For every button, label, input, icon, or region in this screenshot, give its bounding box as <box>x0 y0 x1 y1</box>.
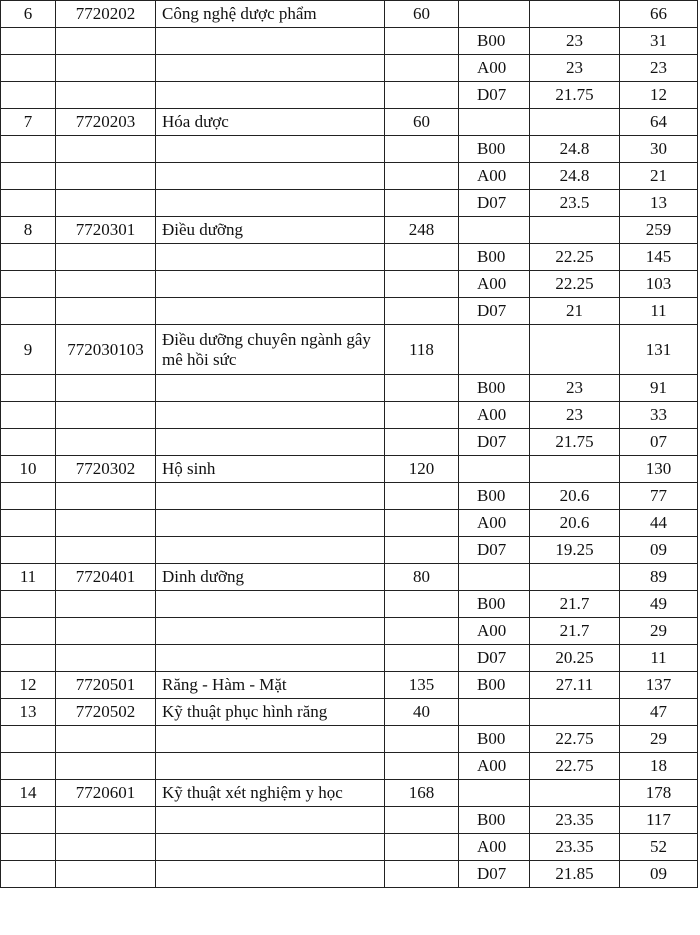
table-row <box>1 537 698 564</box>
subject-group-cell: D07 <box>459 429 530 456</box>
major-name-cell: Công nghệ dược phẩm <box>156 1 385 28</box>
subject-group-cell: B00 <box>459 136 530 163</box>
row-number-cell <box>1 244 56 271</box>
cutoff-score-cell <box>530 564 620 591</box>
subject-group-cell <box>459 780 530 807</box>
major-name-cell <box>156 537 385 564</box>
table-row <box>1 807 698 834</box>
admitted-count-cell: 44 <box>620 510 698 537</box>
admitted-count-cell: 09 <box>620 861 698 888</box>
major-code-cell <box>56 618 156 645</box>
table-row <box>1 456 698 483</box>
row-number-cell <box>1 136 56 163</box>
table-body <box>1 1 698 888</box>
admitted-count-cell: 103 <box>620 271 698 298</box>
admitted-count-cell: 49 <box>620 591 698 618</box>
major-name-cell <box>156 753 385 780</box>
major-code-cell: 7720502 <box>56 699 156 726</box>
subject-group-cell: B00 <box>459 375 530 402</box>
quota-cell <box>385 136 459 163</box>
table-row <box>1 28 698 55</box>
quota-cell <box>385 861 459 888</box>
major-name-cell: Điều dưỡng <box>156 217 385 244</box>
cutoff-score-cell: 20.6 <box>530 483 620 510</box>
cutoff-score-cell <box>530 109 620 136</box>
subject-group-cell <box>459 217 530 244</box>
major-code-cell <box>56 861 156 888</box>
row-number-cell <box>1 55 56 82</box>
row-number-cell <box>1 618 56 645</box>
major-name-cell <box>156 483 385 510</box>
quota-cell <box>385 807 459 834</box>
quota-cell <box>385 510 459 537</box>
major-name-cell <box>156 429 385 456</box>
table-row <box>1 510 698 537</box>
cutoff-score-cell: 23 <box>530 402 620 429</box>
table-row <box>1 298 698 325</box>
major-name-cell: Kỹ thuật xét nghiệm y học <box>156 780 385 807</box>
cutoff-score-cell: 21 <box>530 298 620 325</box>
admitted-count-cell: 23 <box>620 55 698 82</box>
major-code-cell <box>56 271 156 298</box>
major-name-cell <box>156 834 385 861</box>
admitted-count-cell: 29 <box>620 726 698 753</box>
subject-group-cell: B00 <box>459 483 530 510</box>
quota-cell <box>385 402 459 429</box>
quota-cell: 40 <box>385 699 459 726</box>
subject-group-cell: A00 <box>459 510 530 537</box>
row-number-cell: 10 <box>1 456 56 483</box>
quota-cell <box>385 271 459 298</box>
quota-cell <box>385 163 459 190</box>
subject-group-cell <box>459 456 530 483</box>
quota-cell <box>385 298 459 325</box>
row-number-cell <box>1 645 56 672</box>
major-name-cell <box>156 402 385 429</box>
quota-cell <box>385 753 459 780</box>
admitted-count-cell: 145 <box>620 244 698 271</box>
major-code-cell <box>56 645 156 672</box>
major-code-cell <box>56 298 156 325</box>
quota-cell: 248 <box>385 217 459 244</box>
major-name-cell <box>156 298 385 325</box>
major-code-cell <box>56 82 156 109</box>
cutoff-score-cell: 23.35 <box>530 834 620 861</box>
subject-group-cell <box>459 1 530 28</box>
subject-group-cell: B00 <box>459 244 530 271</box>
table-row <box>1 271 698 298</box>
major-name-cell <box>156 82 385 109</box>
major-code-cell <box>56 807 156 834</box>
table-row <box>1 834 698 861</box>
subject-group-cell: B00 <box>459 591 530 618</box>
major-code-cell <box>56 834 156 861</box>
table-row <box>1 753 698 780</box>
row-number-cell: 9 <box>1 325 56 375</box>
major-code-cell <box>56 753 156 780</box>
quota-cell <box>385 483 459 510</box>
cutoff-score-cell: 21.75 <box>530 82 620 109</box>
cutoff-score-cell <box>530 699 620 726</box>
major-code-cell: 7720401 <box>56 564 156 591</box>
major-name-cell <box>156 591 385 618</box>
cutoff-score-cell: 20.25 <box>530 645 620 672</box>
subject-group-cell: A00 <box>459 618 530 645</box>
major-code-cell: 7720203 <box>56 109 156 136</box>
cutoff-score-cell: 24.8 <box>530 136 620 163</box>
major-name-cell: Điều dưỡng chuyên ngành gây mê hồi sức <box>156 325 385 375</box>
cutoff-score-cell: 24.8 <box>530 163 620 190</box>
table-row <box>1 726 698 753</box>
major-code-cell: 7720301 <box>56 217 156 244</box>
admitted-count-cell: 89 <box>620 564 698 591</box>
subject-group-cell: A00 <box>459 271 530 298</box>
major-code-cell <box>56 510 156 537</box>
table-row <box>1 699 698 726</box>
major-name-cell <box>156 861 385 888</box>
admitted-count-cell: 18 <box>620 753 698 780</box>
row-number-cell <box>1 510 56 537</box>
major-name-cell: Hộ sinh <box>156 456 385 483</box>
subject-group-cell <box>459 564 530 591</box>
major-code-cell: 7720501 <box>56 672 156 699</box>
subject-group-cell: D07 <box>459 298 530 325</box>
row-number-cell <box>1 537 56 564</box>
subject-group-cell: D07 <box>459 190 530 217</box>
quota-cell: 60 <box>385 109 459 136</box>
admitted-count-cell: 11 <box>620 298 698 325</box>
quota-cell <box>385 834 459 861</box>
subject-group-cell: A00 <box>459 402 530 429</box>
major-name-cell <box>156 271 385 298</box>
row-number-cell <box>1 861 56 888</box>
row-number-cell <box>1 402 56 429</box>
cutoff-score-cell: 22.25 <box>530 271 620 298</box>
cutoff-score-cell: 23.35 <box>530 807 620 834</box>
admitted-count-cell: 31 <box>620 28 698 55</box>
major-name-cell <box>156 807 385 834</box>
major-code-cell <box>56 28 156 55</box>
row-number-cell <box>1 375 56 402</box>
quota-cell: 120 <box>385 456 459 483</box>
major-name-cell <box>156 645 385 672</box>
row-number-cell: 6 <box>1 1 56 28</box>
cutoff-score-cell: 20.6 <box>530 510 620 537</box>
admitted-count-cell: 117 <box>620 807 698 834</box>
row-number-cell <box>1 82 56 109</box>
major-name-cell <box>156 190 385 217</box>
admitted-count-cell: 66 <box>620 1 698 28</box>
admitted-count-cell: 52 <box>620 834 698 861</box>
table-row <box>1 1 698 28</box>
cutoff-score-cell: 21.7 <box>530 618 620 645</box>
admitted-count-cell: 29 <box>620 618 698 645</box>
admitted-count-cell: 12 <box>620 82 698 109</box>
cutoff-score-cell <box>530 217 620 244</box>
quota-cell <box>385 537 459 564</box>
row-number-cell <box>1 271 56 298</box>
quota-cell <box>385 190 459 217</box>
cutoff-score-cell: 23 <box>530 28 620 55</box>
major-code-cell <box>56 190 156 217</box>
major-name-cell <box>156 618 385 645</box>
row-number-cell <box>1 298 56 325</box>
row-number-cell: 7 <box>1 109 56 136</box>
admitted-count-cell: 131 <box>620 325 698 375</box>
quota-cell <box>385 82 459 109</box>
major-code-cell <box>56 591 156 618</box>
major-name-cell: Hóa dược <box>156 109 385 136</box>
table-row <box>1 402 698 429</box>
row-number-cell <box>1 753 56 780</box>
major-name-cell <box>156 163 385 190</box>
quota-cell <box>385 244 459 271</box>
major-name-cell: Kỹ thuật phục hình răng <box>156 699 385 726</box>
table-row <box>1 109 698 136</box>
quota-cell: 60 <box>385 1 459 28</box>
table-row <box>1 429 698 456</box>
quota-cell <box>385 28 459 55</box>
major-name-cell <box>156 136 385 163</box>
table-row <box>1 325 698 375</box>
admitted-count-cell: 30 <box>620 136 698 163</box>
quota-cell <box>385 618 459 645</box>
quota-cell <box>385 726 459 753</box>
table-row <box>1 672 698 699</box>
table-row <box>1 645 698 672</box>
subject-group-cell <box>459 109 530 136</box>
cutoff-score-cell: 22.25 <box>530 244 620 271</box>
quota-cell <box>385 591 459 618</box>
table-row <box>1 591 698 618</box>
admitted-count-cell: 130 <box>620 456 698 483</box>
table-row <box>1 861 698 888</box>
table-row <box>1 190 698 217</box>
table-row <box>1 618 698 645</box>
major-name-cell <box>156 28 385 55</box>
cutoff-score-cell: 22.75 <box>530 753 620 780</box>
major-code-cell <box>56 483 156 510</box>
quota-cell: 135 <box>385 672 459 699</box>
cutoff-score-cell <box>530 1 620 28</box>
row-number-cell <box>1 807 56 834</box>
admitted-count-cell: 64 <box>620 109 698 136</box>
major-code-cell: 7720601 <box>56 780 156 807</box>
admitted-count-cell: 13 <box>620 190 698 217</box>
major-code-cell <box>56 429 156 456</box>
table-row <box>1 55 698 82</box>
subject-group-cell: D07 <box>459 645 530 672</box>
table-row <box>1 244 698 271</box>
row-number-cell: 8 <box>1 217 56 244</box>
subject-group-cell: A00 <box>459 55 530 82</box>
major-name-cell: Dinh dưỡng <box>156 564 385 591</box>
major-name-cell <box>156 375 385 402</box>
major-code-cell <box>56 375 156 402</box>
table-row <box>1 483 698 510</box>
subject-group-cell: B00 <box>459 672 530 699</box>
major-name-cell <box>156 726 385 753</box>
subject-group-cell: B00 <box>459 726 530 753</box>
cutoff-score-cell <box>530 780 620 807</box>
table-row <box>1 375 698 402</box>
table-row <box>1 564 698 591</box>
table-row <box>1 82 698 109</box>
row-number-cell: 13 <box>1 699 56 726</box>
major-name-cell <box>156 244 385 271</box>
major-code-cell <box>56 136 156 163</box>
major-name-cell <box>156 510 385 537</box>
admitted-count-cell: 178 <box>620 780 698 807</box>
major-code-cell: 7720202 <box>56 1 156 28</box>
subject-group-cell: D07 <box>459 537 530 564</box>
admitted-count-cell: 07 <box>620 429 698 456</box>
major-code-cell <box>56 55 156 82</box>
major-name-cell <box>156 55 385 82</box>
cutoff-score-cell <box>530 456 620 483</box>
row-number-cell: 14 <box>1 780 56 807</box>
major-code-cell: 772030103 <box>56 325 156 375</box>
subject-group-cell: D07 <box>459 82 530 109</box>
cutoff-score-cell: 21.7 <box>530 591 620 618</box>
subject-group-cell: A00 <box>459 753 530 780</box>
quota-cell <box>385 429 459 456</box>
admitted-count-cell: 259 <box>620 217 698 244</box>
admitted-count-cell: 11 <box>620 645 698 672</box>
table-row <box>1 217 698 244</box>
subject-group-cell <box>459 325 530 375</box>
admitted-count-cell: 77 <box>620 483 698 510</box>
subject-group-cell: A00 <box>459 163 530 190</box>
row-number-cell: 12 <box>1 672 56 699</box>
admitted-count-cell: 137 <box>620 672 698 699</box>
major-code-cell <box>56 244 156 271</box>
major-code-cell <box>56 537 156 564</box>
row-number-cell <box>1 591 56 618</box>
subject-group-cell: B00 <box>459 807 530 834</box>
admitted-count-cell: 33 <box>620 402 698 429</box>
quota-cell: 168 <box>385 780 459 807</box>
subject-group-cell <box>459 699 530 726</box>
admitted-count-cell: 21 <box>620 163 698 190</box>
cutoff-score-cell: 22.75 <box>530 726 620 753</box>
row-number-cell <box>1 483 56 510</box>
cutoff-score-cell: 27.11 <box>530 672 620 699</box>
quota-cell <box>385 645 459 672</box>
subject-group-cell: D07 <box>459 861 530 888</box>
cutoff-score-cell: 23.5 <box>530 190 620 217</box>
row-number-cell <box>1 163 56 190</box>
major-name-cell: Răng - Hàm - Mặt <box>156 672 385 699</box>
quota-cell: 80 <box>385 564 459 591</box>
subject-group-cell: A00 <box>459 834 530 861</box>
quota-cell <box>385 375 459 402</box>
subject-group-cell: B00 <box>459 28 530 55</box>
major-code-cell <box>56 163 156 190</box>
table-row <box>1 136 698 163</box>
row-number-cell: 11 <box>1 564 56 591</box>
row-number-cell <box>1 190 56 217</box>
table-row <box>1 780 698 807</box>
quota-cell: 118 <box>385 325 459 375</box>
row-number-cell <box>1 28 56 55</box>
cutoff-score-cell: 19.25 <box>530 537 620 564</box>
quota-cell <box>385 55 459 82</box>
admitted-count-cell: 91 <box>620 375 698 402</box>
cutoff-score-cell: 23 <box>530 55 620 82</box>
cutoff-score-cell: 21.85 <box>530 861 620 888</box>
major-code-cell: 7720302 <box>56 456 156 483</box>
cutoff-score-cell: 21.75 <box>530 429 620 456</box>
row-number-cell <box>1 429 56 456</box>
row-number-cell <box>1 726 56 753</box>
admitted-count-cell: 47 <box>620 699 698 726</box>
major-code-cell <box>56 402 156 429</box>
cutoff-score-cell: 23 <box>530 375 620 402</box>
cutoff-score-cell <box>530 325 620 375</box>
table-row <box>1 163 698 190</box>
admitted-count-cell: 09 <box>620 537 698 564</box>
major-code-cell <box>56 726 156 753</box>
row-number-cell <box>1 834 56 861</box>
